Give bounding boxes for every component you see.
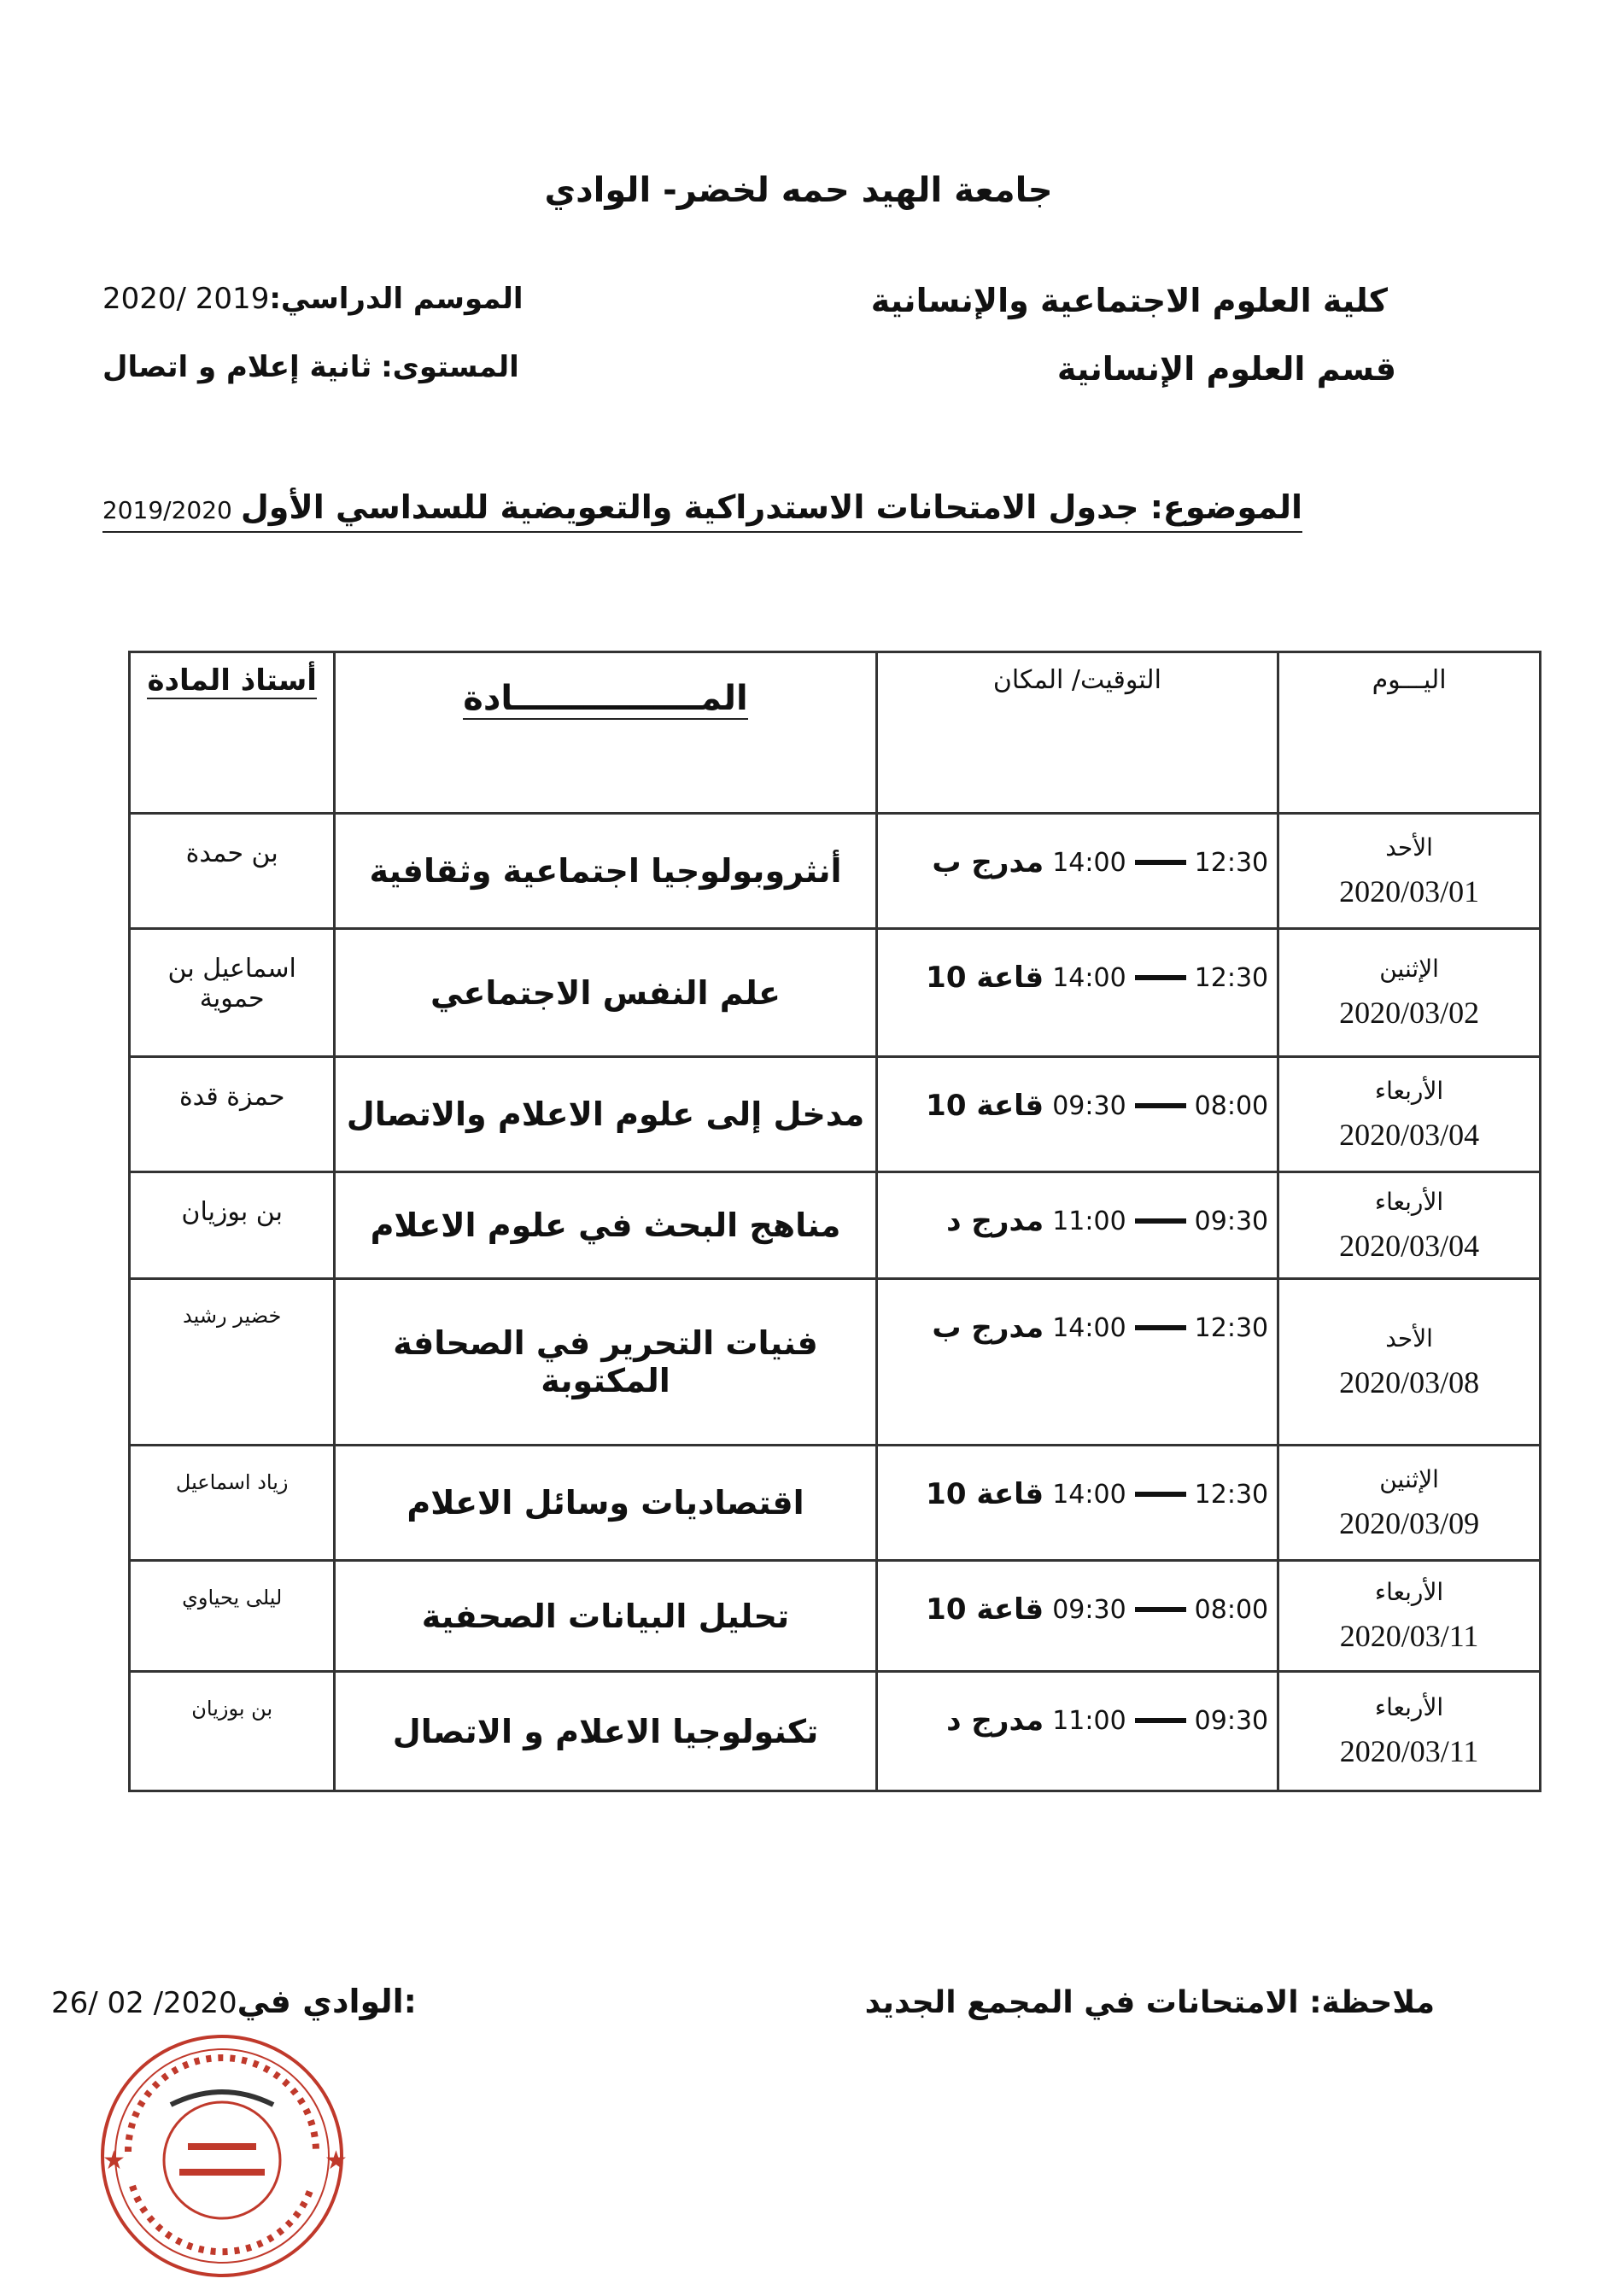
day-name: الأحد xyxy=(1385,833,1433,862)
room: قاعة 10 xyxy=(926,1592,1044,1627)
cell-subject: تكنولوجيا الاعلام و الاتصال xyxy=(335,1672,876,1791)
svg-text:★: ★ xyxy=(325,2146,348,2176)
end-time: 14:00 xyxy=(1052,962,1126,993)
department-seal-icon xyxy=(68,2024,376,2288)
room: مدرج ب xyxy=(932,1311,1044,1345)
svg-text:★: ★ xyxy=(102,2146,126,2176)
academic-season xyxy=(102,282,524,316)
room: مدرج د xyxy=(946,1703,1044,1738)
cell-day xyxy=(1278,1446,1541,1561)
header-subject xyxy=(335,652,876,814)
room: قاعة 10 xyxy=(926,961,1044,995)
university-title: جامعة الهيد حمه لخضر- الوادي xyxy=(544,171,1053,210)
start-time: 12:30 xyxy=(1194,962,1269,993)
season-value: 2019 /2020 xyxy=(102,282,270,316)
time-range xyxy=(886,1089,1269,1123)
dash-icon xyxy=(1135,1103,1186,1108)
cell-subject: مناهج البحث في علوم الاعلام xyxy=(335,1172,876,1279)
room: مدرج ب xyxy=(932,845,1044,879)
end-time: 11:00 xyxy=(1052,1206,1126,1236)
header-day: اليـــوم xyxy=(1278,652,1541,814)
cell-professor: ليلى يحياوي xyxy=(130,1561,335,1672)
day-date: 2020/03/01 xyxy=(1339,873,1480,908)
start-time: 12:30 xyxy=(1194,1479,1269,1510)
dash-icon xyxy=(1135,1325,1186,1330)
dash-icon xyxy=(1135,1718,1186,1723)
dash-icon xyxy=(1135,1607,1186,1612)
cell-subject: فنيات التحرير في الصحافة المكتوبة xyxy=(335,1279,876,1446)
header-professor-label: أستاذ المادة xyxy=(147,663,317,698)
season-label: الموسم الدراسي: xyxy=(269,282,524,316)
cell-day xyxy=(1278,1279,1541,1446)
start-time: 08:00 xyxy=(1194,1090,1269,1121)
cell-time-place xyxy=(876,1561,1278,1672)
cell-professor: خضير رشيد xyxy=(130,1279,335,1446)
dash-icon xyxy=(1135,860,1186,865)
dash-icon xyxy=(1135,975,1186,980)
cell-subject: مدخل إلى علوم الاعلام والاتصال xyxy=(335,1057,876,1172)
day-date: 2020/03/09 xyxy=(1339,1505,1480,1540)
day-date: 2020/03/11 xyxy=(1339,1734,1479,1768)
table-header-row xyxy=(130,652,1541,814)
cell-time-place xyxy=(876,1672,1278,1791)
level-value: ثانية إعلام و اتصال xyxy=(102,350,372,384)
day-date: 2020/03/02 xyxy=(1339,996,1480,1030)
dash-icon xyxy=(1135,1218,1186,1224)
cell-professor: بن حمدة xyxy=(130,814,335,929)
cell-professor: بن بوزيان xyxy=(130,1672,335,1791)
cell-day xyxy=(1278,1561,1541,1672)
cell-time-place xyxy=(876,1279,1278,1446)
day-date: 2020/03/08 xyxy=(1339,1364,1480,1399)
table-row xyxy=(130,929,1541,1057)
day-name: الأربعاء xyxy=(1374,1076,1444,1105)
cell-time-place xyxy=(876,929,1278,1057)
day-name: الأربعاء xyxy=(1374,1187,1444,1216)
cell-subject: اقتصاديات وسائل الاعلام xyxy=(335,1446,876,1561)
subject-year: 2019/2020 xyxy=(102,496,232,524)
study-level xyxy=(102,350,519,384)
department-name: قسم العلوم الإنسانية xyxy=(1056,350,1396,388)
issue-place: الوادي في: xyxy=(237,1983,417,2020)
cell-subject: علم النفس الاجتماعي xyxy=(335,929,876,1057)
header-professor xyxy=(130,652,335,814)
cell-professor: حمزة قدة xyxy=(130,1057,335,1172)
day-name: الأحد xyxy=(1385,1323,1433,1352)
header-time-place: التوقيت/ المكان xyxy=(876,652,1278,814)
subject-text: الموضوع: جدول الامتحانات الاستدراكية والتعويضية للسداسي الأول xyxy=(240,488,1302,526)
level-label: المستوى: xyxy=(381,350,519,384)
cell-time-place xyxy=(876,1172,1278,1279)
time-range xyxy=(886,1592,1269,1627)
end-time: 09:30 xyxy=(1052,1090,1126,1121)
day-name: الأربعاء xyxy=(1374,1578,1444,1606)
cell-day xyxy=(1278,929,1541,1057)
cell-time-place xyxy=(876,1446,1278,1561)
cell-professor: بن بوزيان xyxy=(130,1172,335,1279)
header-subject-label: المــــــــــــــــادة xyxy=(463,679,748,718)
cell-time-place xyxy=(876,1057,1278,1172)
end-time: 14:00 xyxy=(1052,1479,1126,1510)
faculty-name: كلية العلوم الاجتماعية والإنسانية xyxy=(870,282,1388,319)
end-time: 14:00 xyxy=(1052,847,1126,878)
day-name: الأربعاء xyxy=(1374,1693,1444,1721)
cell-professor: اسماعيل بن حموية xyxy=(130,929,335,1057)
room: قاعة 10 xyxy=(926,1089,1044,1123)
time-range xyxy=(886,961,1269,995)
time-range xyxy=(886,845,1269,879)
end-time: 09:30 xyxy=(1052,1594,1126,1625)
day-name: الإثنين xyxy=(1379,1464,1439,1493)
start-time: 09:30 xyxy=(1194,1705,1269,1736)
time-range xyxy=(886,1204,1269,1238)
document-subject xyxy=(102,488,1302,533)
cell-professor: زياد اسماعيل xyxy=(130,1446,335,1561)
issue-date: 26/ 02 /2020 xyxy=(51,1986,237,2020)
dash-icon xyxy=(1135,1492,1186,1497)
room: مدرج د xyxy=(946,1204,1044,1238)
table-row xyxy=(130,1172,1541,1279)
table-row xyxy=(130,1672,1541,1791)
start-time: 12:30 xyxy=(1194,847,1269,878)
cell-subject: تحليل البيانات الصحفية xyxy=(335,1561,876,1672)
time-range xyxy=(886,1703,1269,1738)
cell-day xyxy=(1278,1672,1541,1791)
cell-day xyxy=(1278,1057,1541,1172)
cell-day xyxy=(1278,1172,1541,1279)
start-time: 12:30 xyxy=(1194,1312,1269,1343)
start-time: 09:30 xyxy=(1194,1206,1269,1236)
table-row xyxy=(130,1561,1541,1672)
time-range xyxy=(886,1311,1269,1345)
exam-schedule-table xyxy=(128,651,1541,1792)
table-row xyxy=(130,1279,1541,1446)
time-range xyxy=(886,1477,1269,1511)
end-time: 14:00 xyxy=(1052,1312,1126,1343)
cell-day xyxy=(1278,814,1541,929)
day-name: الإثنين xyxy=(1379,955,1439,983)
cell-time-place xyxy=(876,814,1278,929)
start-time: 08:00 xyxy=(1194,1594,1269,1625)
table-row xyxy=(130,1057,1541,1172)
day-date: 2020/03/04 xyxy=(1339,1228,1480,1263)
table-row xyxy=(130,1446,1541,1561)
room: قاعة 10 xyxy=(926,1477,1044,1511)
note-text: ملاحظة: الامتحانات في المجمع الجديد xyxy=(864,1985,1435,2020)
place-date xyxy=(51,1983,417,2020)
day-date: 2020/03/04 xyxy=(1339,1117,1480,1152)
cell-subject: أنثروبولوجيا اجتماعية وثقافية xyxy=(335,814,876,929)
end-time: 11:00 xyxy=(1052,1705,1126,1736)
day-date: 2020/03/11 xyxy=(1339,1619,1479,1653)
table-row xyxy=(130,814,1541,929)
